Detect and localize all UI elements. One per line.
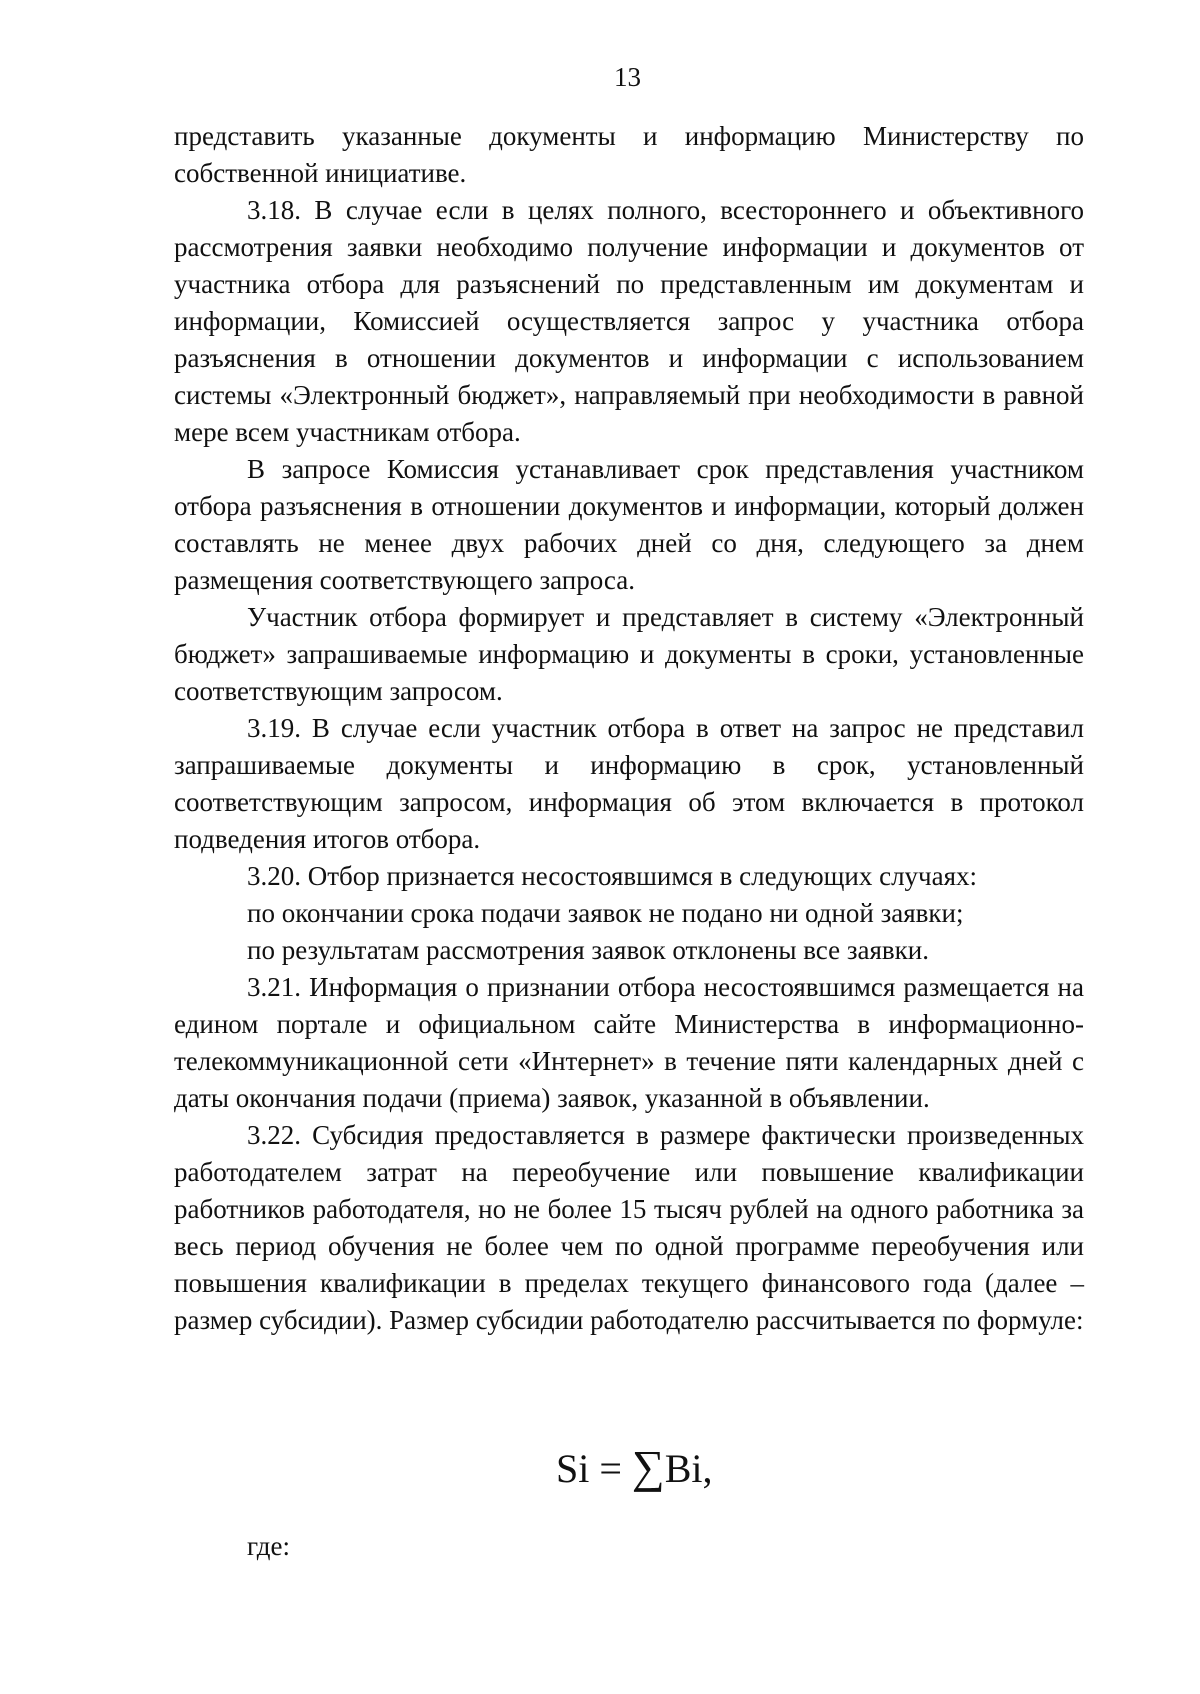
subsidy-formula [556, 1442, 713, 1494]
document-body [174, 118, 1084, 1339]
formula-equals: = [599, 1446, 622, 1491]
sum-symbol: ∑ [631, 1441, 665, 1492]
paragraph-3-18: 3.18. В случае если в целях полного, всестороннего и объективного рассмотрения заявки необходимо получение информации и документов от участника отбора для разъяснений по представленным им документам и информации, Комиссией осуществляется запрос у участника отбора разъяснения в отношении документов и информации с использованием системы «Электронный бюджет», направляемый при необходимости в равной мере всем участникам отбора. [174, 195, 1084, 447]
where-label: где: [247, 1531, 290, 1561]
paragraph-continuation: представить указанные документы и информацию Министерству по собственной инициативе. [174, 121, 1084, 188]
formula-lhs: Si [556, 1446, 590, 1491]
list-item-no-applications: по окончании срока подачи заявок не подано ни одной заявки; [247, 898, 964, 928]
paragraph-participant-submission: Участник отбора формирует и представляет в систему «Электронный бюджет» запрашиваемые информацию и документы в сроки, установленные соответствующим запросом. [174, 602, 1084, 706]
paragraph-3-19: 3.19. В случае если участник отбора в ответ на запрос не представил запрашиваемые документы и информацию в срок, установленный соответствующим запросом, информация об этом включается в протокол подведения итогов отбора. [174, 713, 1084, 854]
page-number: 13 [614, 62, 641, 92]
paragraph-request-deadline: В запросе Комиссия устанавливает срок представления участником отбора разъяснения в отношении документов и информации, который должен составлять не менее двух рабочих дней со дня, следующего за днем размещения соответствующего запроса. [174, 454, 1084, 595]
paragraph-3-20: 3.20. Отбор признается несостоявшимся в следующих случаях: [247, 861, 978, 891]
paragraph-3-22: 3.22. Субсидия предоставляется в размере фактически произведенных работодателем затрат на переобучение или повышение квалификации работников работодателя, но не более 15 тысяч рублей на одного работника за весь период обучения не более чем по одной программе переобучения или повышения квалификации в пределах текущего финансового года (далее – размер субсидии). Размер субсидии работодателю рассчитывается по формуле: [174, 1120, 1084, 1335]
list-item-all-rejected: по результатам рассмотрения заявок отклонены все заявки. [247, 935, 929, 965]
formula-rhs: Bi, [664, 1446, 713, 1491]
paragraph-3-21: 3.21. Информация о признании отбора несостоявшимся размещается на едином портале и официальном сайте Министерства в информационно-телекоммуникационной сети «Интернет» в течение пяти календарных дней с даты окончания подачи (приема) заявок, указанной в объявлении. [174, 972, 1084, 1113]
